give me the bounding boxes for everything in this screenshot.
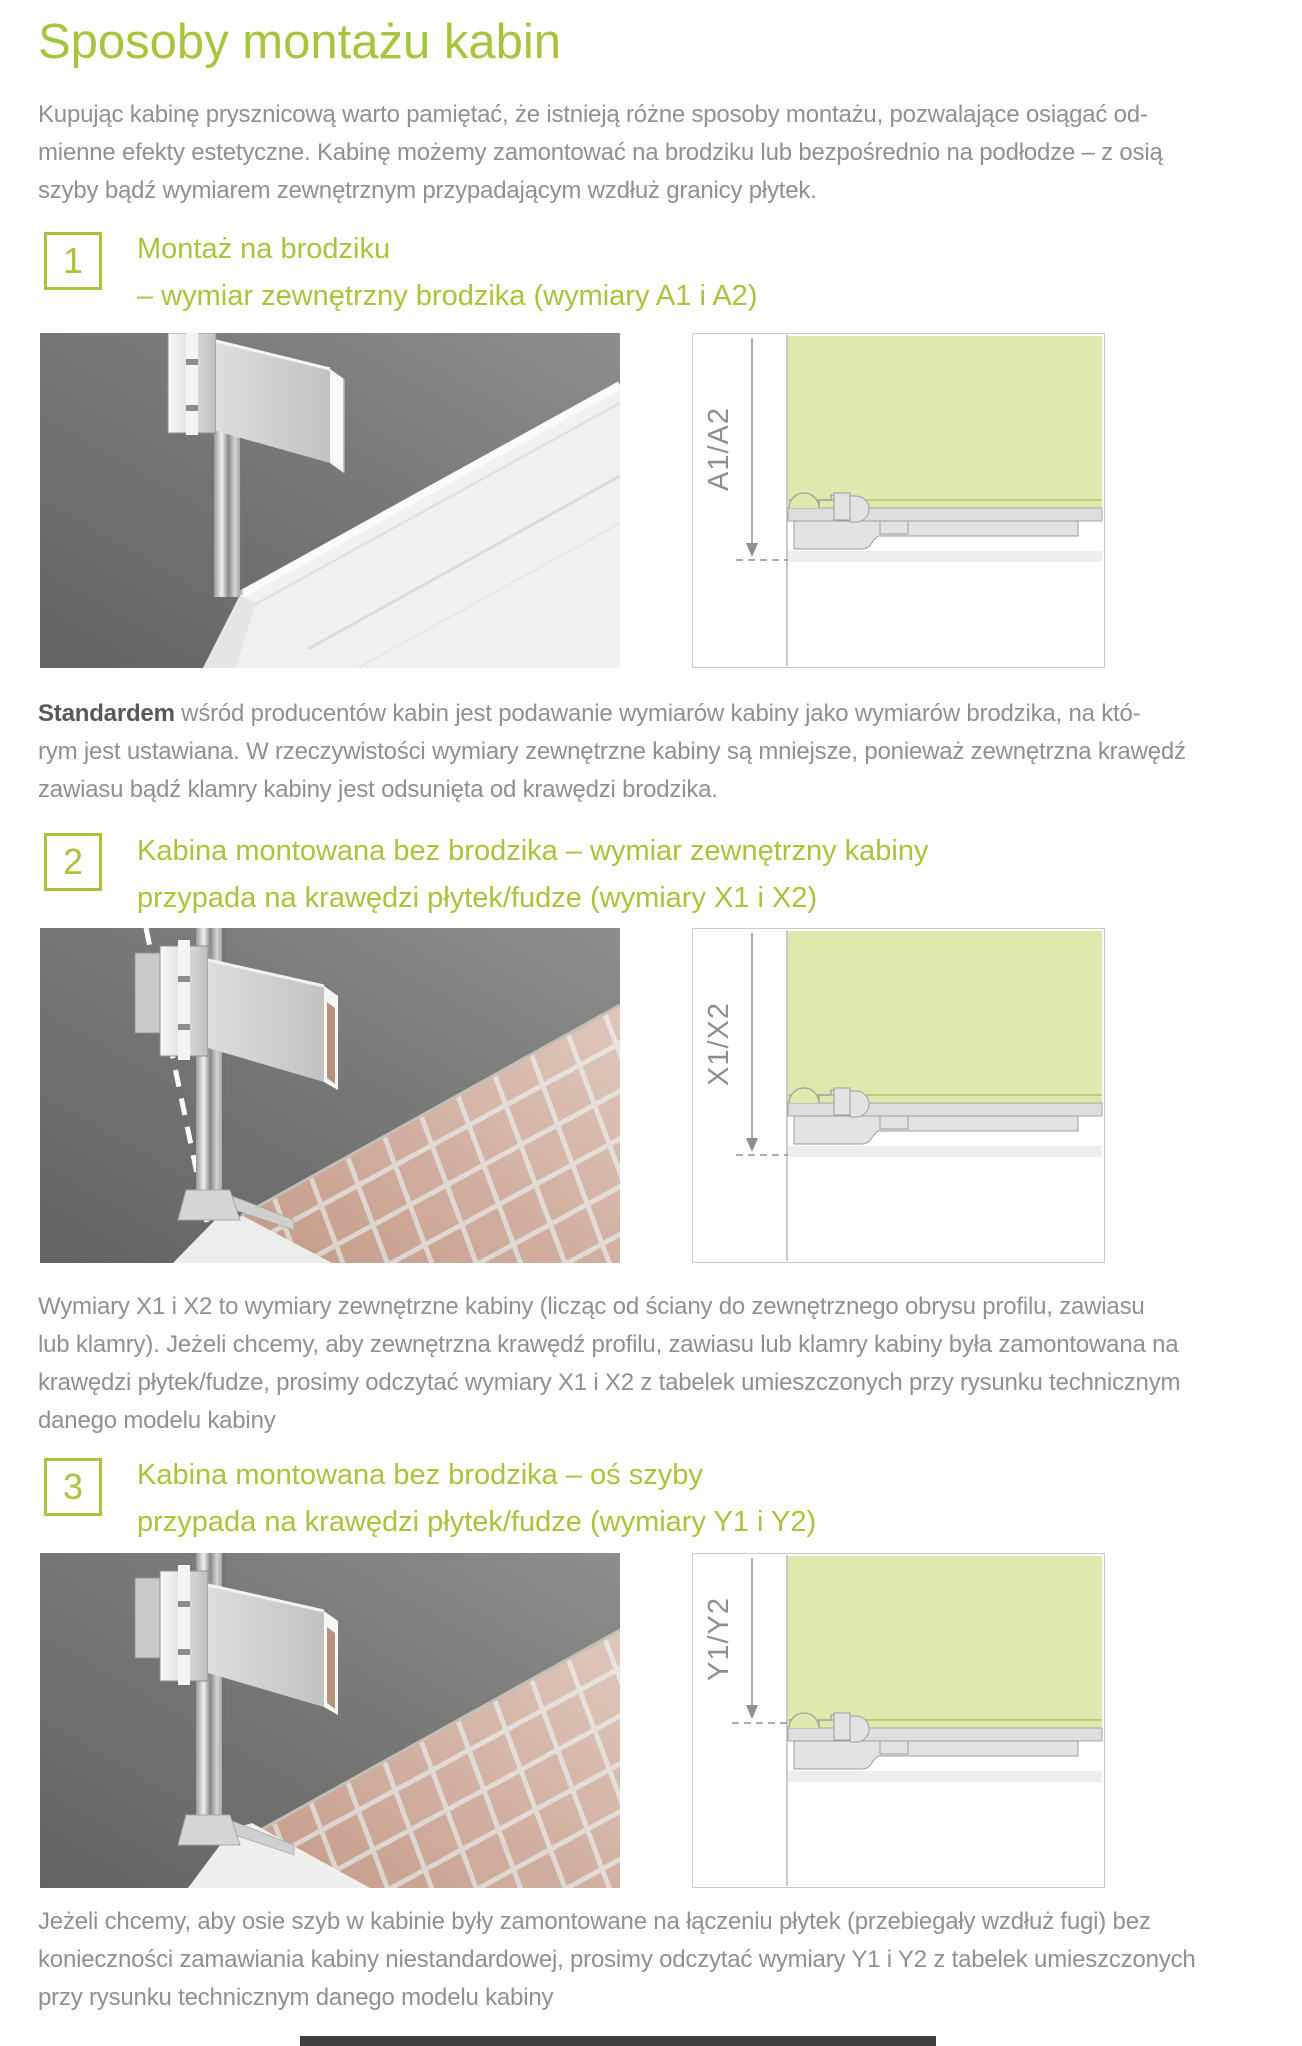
- heading-line: Montaż na brodziku: [137, 233, 391, 265]
- note-line: danego modelu kabiny: [38, 1407, 276, 1434]
- footer-bar: [300, 2036, 936, 2046]
- note-line: krawędzi płytek/fudze, prosimy odczytać wymiary X1 i X2 z tabelek umieszczonych przy rysunku technicznym: [38, 1369, 1181, 1396]
- note-line: lub klamry). Jeżeli chcemy, aby zewnętrzna krawędź profilu, zawiasu lub klamry kabiny była zamontowana na: [38, 1331, 1179, 1358]
- heading-line: przypada na krawędzi płytek/fudze (wymiary Y1 i Y2): [137, 1506, 817, 1538]
- section-number-badge-3: [44, 1458, 102, 1516]
- intro-paragraph: [38, 96, 1163, 210]
- intro-line: Kupując kabinę prysznicową warto pamiętać, że istnieją różne sposoby montażu, pozwalające osiągać od-: [38, 101, 1148, 128]
- note-line: rym jest ustawiana. W rzeczywistości wymiary zewnętrzne kabiny są mniejsze, ponieważ zewnętrzna krawędź: [38, 738, 1186, 765]
- section-number: 3: [62, 1466, 84, 1507]
- diagram-outer-edge-dimension: [692, 928, 1105, 1263]
- section-number: 1: [62, 240, 84, 281]
- heading-line: przypada na krawędzi płytek/fudze (wymiary X1 i X2): [137, 882, 818, 914]
- note-line: Wymiary X1 i X2 to wymiary zewnętrzne kabiny (licząc od ściany do zewnętrznego obrysu profilu, zawiasu: [38, 1293, 1145, 1320]
- heading-line: – wymiar zewnętrzny brodzika (wymiary A1 i A2): [137, 280, 758, 312]
- section-2-note: [38, 1288, 1180, 1440]
- note-line: konieczności zamawiania kabiny niestandardowej, prosimy odczytać wymiary Y1 i Y2 z tabelek umieszczonych: [38, 1946, 1196, 1973]
- diagram-dimension-label: A1/A2: [703, 407, 735, 491]
- note-line: Standardem wśród producentów kabin jest podawanie wymiarów kabiny jako wymiarów brodzika, na któ-: [38, 700, 1141, 727]
- section-heading-2: [137, 828, 928, 922]
- note-line: przy rysunku technicznym danego modelu kabiny: [38, 1984, 554, 2011]
- profile-foot: [178, 1190, 240, 1220]
- note-line: Jeżeli chcemy, aby osie szyb w kabinie były zamontowane na łączeniu płytek (przebiegały wzdłuż fugi) bez: [38, 1908, 1151, 1935]
- note-line: zawiasu bądź klamry kabiny jest odsunięta od krawędzi brodzika.: [38, 776, 718, 803]
- glass-panel-section: [788, 336, 1102, 508]
- note-bold-lead: Standardem: [38, 700, 175, 727]
- photo-hinge-on-shower-tray: [40, 333, 620, 668]
- intro-line: szyby bądź wymiarem zewnętrznym przypadającym wzdłuż granicy płytek.: [38, 177, 817, 204]
- heading-line: Kabina montowana bez brodzika – wymiar zewnętrzny kabiny: [137, 835, 929, 867]
- section-1-note: [38, 695, 1186, 809]
- section-number-badge-1: [44, 232, 102, 290]
- section-3-note: [38, 1903, 1196, 2017]
- glass-panel-section: [788, 1556, 1102, 1728]
- profile-foot: [178, 1815, 240, 1845]
- diagram-glass-axis-dimension: [692, 1553, 1105, 1888]
- glass-panel-section: [788, 931, 1102, 1103]
- page-title: Sposoby montażu kabin: [38, 15, 561, 69]
- diagram-dimension-label: Y1/Y2: [703, 1597, 735, 1681]
- heading-line: Kabina montowana bez brodzika – oś szyby: [137, 1459, 703, 1491]
- section-number-badge-2: [44, 833, 102, 891]
- intro-line: mienne efekty estetyczne. Kabinę możemy zamontować na brodziku lub bezpośrednio na podłodze – z osią: [38, 139, 1163, 166]
- photo-hinge-on-tiles-outer-edge: [40, 928, 620, 1263]
- glass-profile: [214, 411, 240, 597]
- diagram-dimension-label: X1/X2: [703, 1002, 735, 1086]
- photo-hinge-on-tiles-glass-axis: [40, 1553, 620, 1888]
- section-heading-1: [137, 226, 757, 320]
- section-number: 2: [62, 841, 84, 882]
- section-heading-3: [137, 1452, 816, 1546]
- diagram-tray-dimension: [692, 333, 1105, 668]
